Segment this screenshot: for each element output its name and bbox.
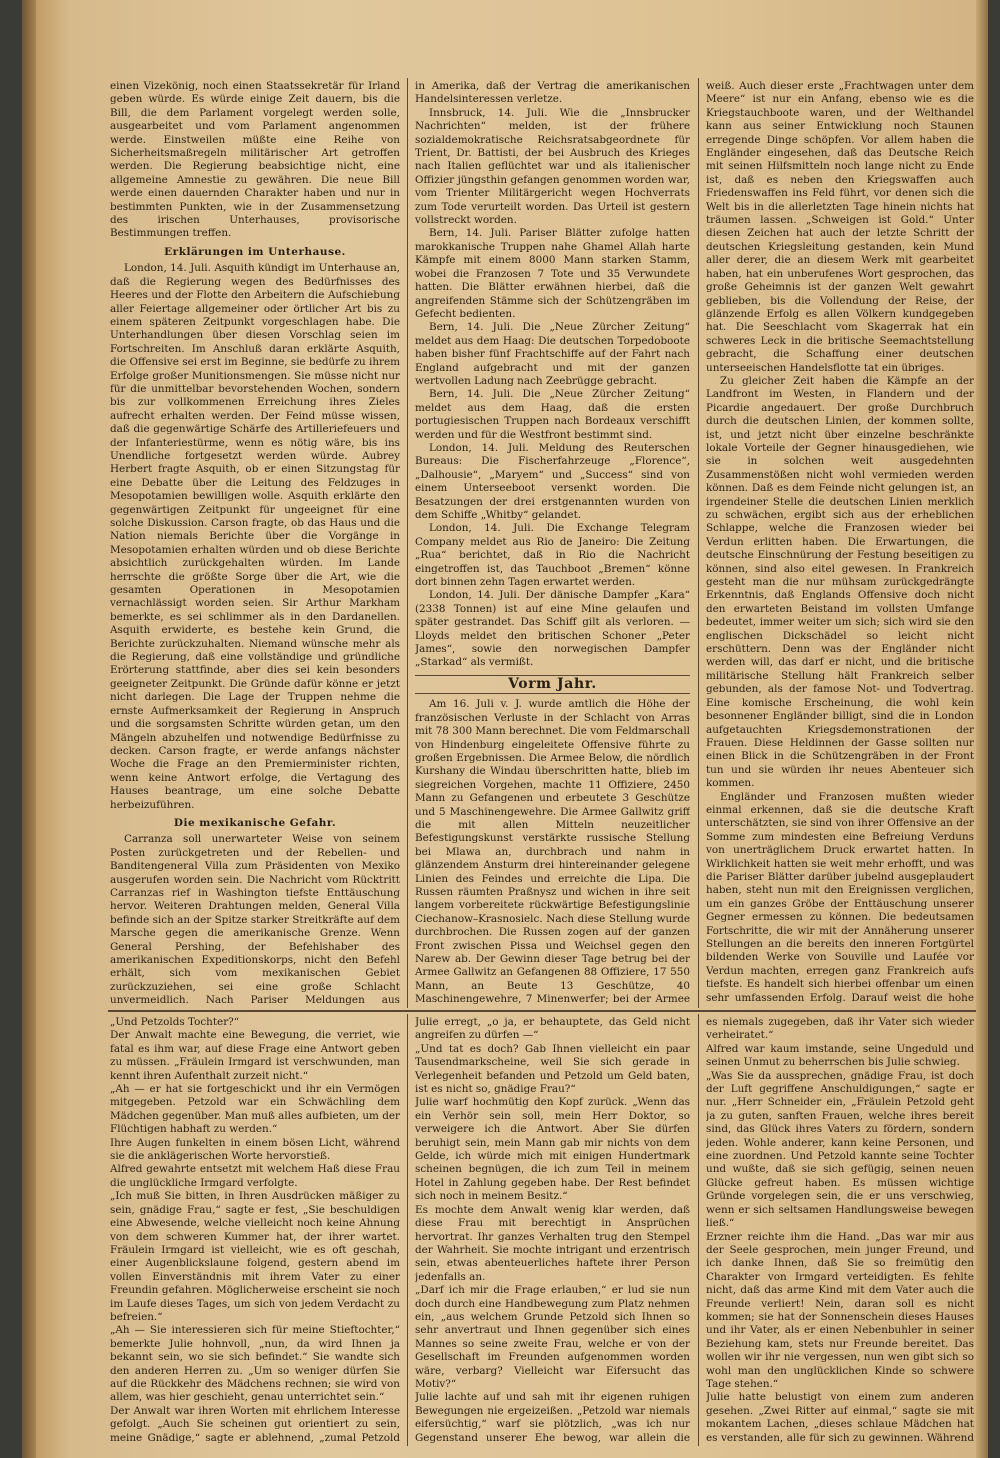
article-london-bremen: London, 14. Juli. Die Exchange Telegram Company meldet aus Rio de Janeiro: Die Zeitung „Rua“ berichtet, daß in Rio die Nachricht eingetroffen ist, das Tauchboot „Bremen“ könne dort binnen zehn Tagen erwartet werden. (415, 522, 690, 589)
column-rule-1 (407, 78, 408, 1008)
novel-rule-2 (698, 1014, 699, 1446)
novel-text-3: es niemals zugegeben, daß ihr Vater sich wieder verheiratet.“ Alfred war kaum imstande, seine Ungeduld und seinen Unmut zu beherrschen bis Julie schwieg. „Was Sie da aussprechen, gnädige Frau, ist doch der Luft gegriffene Anschuldigungen,“ sagte er nur. „Herr Schneider ein, „Fräulein Petzold geht ja zu guten, sanften Frauen, welche ihres bereit sind, das Glück ihres Vaters zu fördern, sondern jeden. Wohle anderer, kann keine Personen, und eine zuordnen. Und Petzold kannte seine Tochter und wußte, daß sie sich gefügig, seinen neuen Glücke gefreut haben. Es müssen wichtige Gründe vorgelegen sein, die er uns verschwieg, wenn er sich seltsamen Handlungsweise bewegen ließ.“ Erzner reichte ihm die Hand. „Das war mir aus der Seele gesprochen, mein junger Freund, und ich danke Ihnen, daß Sie so freimütig den Charakter von Irmgard verteidigten. Es fehlte nicht, daß das arme Kind mit dem Vater auch die Freunde verliert! Nein, daran soll es nicht kommen; sie hat der Sonnenschein dieses Hauses und ihr Vater, als er einen Nebenbuhler in seiner Beziehung kam, stets nur Freunde bereitet. Das wollen wir ihr nie vergessen, nun wen gibt sich so wohl man den unglücklichen Kinde so schwere Tage stehen.“ Julie hatte belustigt von einem zum anderen gesehen. „Zwei Ritter auf einmal,“ sagte sie mit mokantem Lachen, „dieses schlaue Mädchen hat es verstanden, alle für sich zu gewinnen. Während (706, 1016, 974, 1444)
novel-text-1: „Und Petzolds Tochter?“ Der Anwalt machte eine Bewegung, die verriet, wie fatal es ihm war, auf diese Frage eine Antwort geben zu müssen. „Fräulein Irmgard ist verschwunden, man kennt ihren Aufenthalt zurzeit nicht.“ „Ah — er hat sie fortgeschickt und ihr ein Vermögen mitgegeben. Petzold war ein Schwächling dem Mädchen gegenüber. Man muß alles aufbieten, um der Flüchtigen habhaft zu werden.“ Ihre Augen funkelten in einem bösen Licht, während sie die anklägerischen Worte hervorstieß. Alfred gewahrte entsetzt mit welchem Haß diese Frau die unglückliche Irmgard verfolgte. „Ich muß Sie bitten, in Ihren Ausdrücken mäßiger zu sein, gnädige Frau,“ sagte er fest, „Sie beschuldigen eine Abwesende, welche vielleicht noch keine Ahnung von dem schweren Kummer hat, der ihrer wartet. Fräulein Irmgard ist vielleicht, wie es oft geschah, einer Augenblickslaune folgend, gestern abend im vollen Einverständnis mit ihrem Vater zu einer Freundin gefahren. Möglicherweise erscheint sie noch im Laufe dieses Tages, um sich von jedem Verdacht zu befreien.“ „Ah — Sie interessieren sich für meine Stieftochter,“ bemerkte Julie hohnvoll, „nun, da wird Ihnen ja bekannt sein, wo sie sich befindet.“ Sie wandte sich den anderen Herren zu. „Um so weniger dürfen Sie auf die Rückkehr des Mädchens rechnen; sie wird von allem, was hier geschieht, genau unterrichtet sein.“ Der Anwalt war ihren Worten mit ehrlichem Interesse gefolgt. „Auch Sie scheinen gut orientiert zu sein, meine Gnädige,“ sagte er ablehnend, „zumal Petzold (110, 1016, 400, 1444)
news-column-1 (110, 80, 400, 1005)
column1-intro: einen Vizekönig, noch einen Staatssekretär für Irland geben würde. Es würde einige Zeit dauern, bis die Bill, die dem Parlament vorgelegt werden solle, ausgearbeitet und vom Parlament angenommen werde. Einstweilen müßte eine Reihe von Sicherheitsmaßregeln militärischer Art getroffen werden. Die Regierung beabsichtige nicht, eine allgemeine Amnestie zu gewähren. Die neue Bill werde einen dauernden Charakter haben und nur in bestimmten Punkten, wie in der Zusammensetzung des irischen Unterhauses, provisorische Bestimmungen treffen. (110, 80, 400, 240)
heading-vorm-jahr: Vorm Jahr. (415, 675, 690, 694)
newspaper-page (22, 0, 988, 1458)
article-somme: Engländer und Franzosen mußten wieder einmal erkennen, daß sie die deutsche Kraft unterschätzten, sie sind von ihrer Offensive an der Somme zum mindesten eine Befreiung Verduns von unerträglichem Druck erwartet hatten. In Wirklichkeit hatten sie weit mehr erhofft, und was die Pariser Blätter darüber jubelnd ausgeplaudert haben, steht nun mit den Ereignissen verglichen, um ein ganzes Gröbe der Enttäuschung unserer Gegner ermessen zu können. Die bedeutsamen Fortschritte, die wir mit der Annäherung unserer Stellungen an die bereits den inneren Fortgürtel bildenden Werke von Souville und Laufée vor Verdun machten, erregen ganz Frankreich aufs tiefste. Es handelt sich hierbei offenbar um einen sehr umfassenden Erfolg. Darauf weist die hohe (706, 790, 974, 1004)
novel-column-2 (415, 1016, 690, 1446)
article-landfront: Zu gleicher Zeit haben die Kämpfe an der Landfront im Westen, in Flandern und der Picardie angedauert. Der große Durchbruch durch die deutschen Linien, der kommen sollte, ist, und jetzt nicht über einzelne beschränkte lokale Vorteile der Gegner hinausgediehen, wie sie in solchen weit ausgedehnten Zusammenstößen nicht wohl vermieden werden können. Daß es dem Feinde nicht gelungen ist, an irgendeiner Stelle die deutschen Linien merklich zu schwächen, ergibt sich aus der erheblichen Schlappe, welche die Franzosen wieder bei Verdun erlitten haben. Die Erwartungen, die deutsche Einschnürung der Festung beseitigen zu können, sind also eitel gewesen. In Frankreich gesteht man die nur mühsam zurückgedrängte Erkenntnis, daß Englands Offensive doch nicht den erwarteten Beistand im vollsten Umfange bedeutet, immer weiter um sich; sich wird sie den englischen Dickschädel so leicht nicht erschüttern. Denn was der Engländer nicht werden will, das darf er nicht, und die britische militärische Stellung hält Frankreich selber gebunden, als der famose Not- und Todvertrag. Eine komische Erscheinung, die wohl kein besonnener Engländer billigt, sind die in London aufgetauchten Kriegsdemonstrationen der Frauen. Diese Heldinnen der Gasse sollten nur einen Blick in die Schützengräben in der Front tun und sie würden ihr neues Abenteuer sich kommen. (706, 374, 974, 790)
news-column-2 (415, 80, 690, 1005)
feuilleton-divider (108, 1010, 976, 1012)
article-vorm-jahr: Am 16. Juli v. J. wurde amtlich die Höhe der französischen Verluste in der Schlacht von Arras mit 78 300 Mann berechnet. Die vom Feldmarschall von Hindenburg eingeleitete Offensive führte zu großen Ergebnissen. Die Armee Below, die nördlich Kurshany die Windau überschritten hatte, blieb im siegreichen Vorgehen, machte 11 Offiziere, 2450 Mann zu Gefangenen und erbeutete 3 Geschütze und 5 Maschinengewehre. Die Armee Gallwitz griff die mit allen Mitteln neuzeitlicher Befestigungskunst verstärkte russische Stellung bei Mlawa an, durchbrach und nahm in glänzendem Ansturm drei hintereinander gelegene Linien des Feindes und erreichte die Lipa. Die Russen räumten Praßnysz und wichen in ihre seit langem vorbereitete rückwärtige Befestigungslinie Ciechanow–Krasnosielc. Nach diese Stellung wurde durchbrochen. Die Russen zogen auf der ganzen Front zwischen Pissa und Weichsel gegen den Narew ab. Der Gewinn dieser Tage betrug bei der Armee Gallwitz an Gefangenen 88 Offiziere, 17 550 Mann, an Beute 13 Geschütze, 40 Maschinengewehre, 7 Minenwerfer; bei der Armee (415, 698, 690, 1005)
article-bern-marokko: Bern, 14. Juli. Pariser Blätter zufolge hatten marokkanische Truppen nahe Ghamel Allah harte Kämpfe mit einem 8000 Mann starken Stamm, wobei die Franzosen 7 Tote und 35 Verwundete hatten. Die Blätter erwähnen hierbei, daß die angreifenden Stämme sich der Schützengräben im Gefecht bedienten. (415, 227, 690, 320)
article-bern-torpedoboote: Bern, 14. Juli. Die „Neue Zürcher Zeitung“ meldet aus dem Haag: Die deutschen Torpedoboote haben bisher fünf Frachtschiffe auf der Fahrt nach England aufgebracht und mit der ganzen wertvollen Ladung nach Zeebrügge gebracht. (415, 321, 690, 387)
novel-column-1 (110, 1016, 400, 1446)
novel-text-2: Julie erregt, „o ja, er behauptete, das Geld nicht angreifen zu dürfen —“ „Und tat es doch? Gab Ihnen vielleicht ein paar Tausendmarkscheine, weil Sie sich gerade in Verlegenheit befanden und Petzold um Geld baten, ist es nicht so, gnädige Frau?“ Julie warf hochmütig den Kopf zurück. „Wenn das ein Verhör sein soll, mein Herr Doktor, so verweigere ich die Antwort. Aber Sie dürfen beruhigt sein, mein Mann gab mir nichts von dem Gelde, ich würde mich mit einigen Hundertmark scheinen begnügen, die ich zum Teil in meinem Hotel in Zahlung gegeben habe. Der Rest befindet sich noch in meinem Besitz.“ Es mochte dem Anwalt wenig klar werden, daß diese Frau mit berechtigt in Ansprüchen hervortrat. Ihr ganzes Verhalten trug den Stempel der Wahrheit. Sie mochte intrigant und erzentrisch sein, etwas abenteuerliches haftete ihrer Person jedenfalls an. „Darf ich mir die Frage erlauben,“ er lud sie nun doch durch eine Handbewegung zum Platz nehmen ein, „aus welchem Grunde Petzold sich Ihnen so sehr anvertraut und Ihnen gegenüber sich eines Mannes so seine zweite Frau, welche er von der Gesellschaft im Freunden aufgenommen worden wäre, verbarg? Vielleicht war Eifersucht das Motiv?“ Julie lachte auf und sah mit ihr eigenen ruhigen Bewegungen nie ergeizeißen. „Petzold war niemals eifersüchtig,“ warf sie plötzlich, „was ich nur Gegenstand unserer Ehe bewog, war allein die (415, 1016, 690, 1444)
article-frachtwagen: weiß. Auch dieser erste „Frachtwagen unter dem Meere“ ist nur ein Anfang, ebenso wie es die Kriegstauchboote waren, und der Welthandel kann aus seiner Entwicklung noch Staunen erregende Dinge schöpfen. Vor allem haben die Engländer eingesehen, daß das Deutsche Reich mit seinen Hilfsmitteln noch lange nicht zu Ende ist, daß es neben den Kriegswaffen auch Friedenswaffen ins Feld führt, vor denen sich die Welt bis in die allerletzten Tage hinein nichts hat träumen lassen. „Schweigen ist Gold.“ Unter diesen Zeichen hat auch der letzte Schritt der deutschen Kriegsleitung gestanden, kein Mund aller derer, die an diesem Werk mit gearbeitet haben, hat ein unberufenes Wort gesprochen, das große Geheimnis ist der ganzen Welt gewahrt geblieben, bis die Vollendung der Reise, der glänzende Erfolg es allen Völkern kundgegeben hat. Die Seeschlacht vom Skagerrak hat ein schweres Leck in die britische Seemachtstellung gebracht, die Schaffung einer deutschen unterseeischen Handelsflotte tat ein übriges. (706, 80, 974, 374)
binding-spine (22, 0, 36, 1458)
article-innsbruck: Innsbruck, 14. Juli. Wie die „Innsbrucker Nachrichten“ melden, ist der frühere sozialdemokratische Reichsratsabgeordnete für Trient, Dr. Battisti, der bei Ausbruch des Krieges nach Italien geflüchtet war und als italienischer Offizier jüngsthin gefangen genommen worden war, vom Trienter Militärgericht wegen Hochverrats zum Tode verurteilt worden. Das Urteil ist gestern vollstreckt worden. (415, 106, 690, 227)
article-london-asquith: London, 14. Juli. Asquith kündigt im Unterhause an, daß die Regierung wegen des Bedürfnisses des Heeres und der Flotte den Arbeitern die Aufschiebung aller Feiertage allgemeiner oder örtlicher Art bis zu einem späteren Zeitpunkt vorgeschlagen habe. Die Unterhandlungen über diesen Vorschlag seien im Fortschreiten. Im Anschluß daran erklärte Asquith, die Offensive sei erst im Beginne, sie bedürfe zu ihrem Erfolge großer Munitionsmengen. Sie müsse nicht nur für die unmittelbar bevorstehenden Wochen, sondern bis zur vollkommenen Erreichung ihres Zieles aufrecht erhalten werden. Der Feind müsse wissen, daß die gegenwärtige Schärfe des Artilleriefeuers und der Infanteriestürme, wenn es nötig wäre, bis ins Unendliche fortgesetzt werden würde. Aubrey Herbert fragte Asquith, ob er einen Sitzungstag für eine Debatte über die Leitung des Feldzuges in Mesopotamien bewilligen wolle. Asquith erklärte den gegenwärtigen Zeitpunkt für ungeeignet für eine solche Diskussion. Carson fragte, ob das Haus und die Nation niemals Berichte über die Vorgänge in Mesopotamien erhalten würden und ob diese Berichte absichtlich zurückgehalten würden. Im Lande herrschte die größte Sorge über die Art, wie die gesamten Operationen in Mesopotamien vernachlässigt worden seien. Sir Arthur Markham bemerkte, es sei schlimmer als in den Dardanellen. Asquith erwiderte, es bestehe kein Grund, die Berichte zurückzuhalten. Niemand wünsche mehr als die Regierung, daß eine vollständige und gründliche Erörterung stattfinde, aber dies sei kein besonders geeigneter Zeitpunkt. Die Gründe dafür könne er jetzt nicht darlegen. Die Lage der Truppen nehme die ernste Aufmerksamkeit der Regierung in Anspruch und die sorgsamsten Schritte würden getan, um den Mängeln abzuhelfen und notwendige Bedürfnisse zu decken. Carson fragte, er werde anfangs nächster Woche die Frage an den Premierminister richten, wenn keine Antwort erfolge, die Vertagung des Hauses beantrage, um eine solche Debatte herbeizuführen. (110, 262, 400, 811)
article-london-fischer: London, 14. Juli. Meldung des Reuterschen Bureaus: Die Fischerfahrzeuge „Florence“, „Dalhousie“, „Maryem“ und „Success“ sind von einem Unterseeboot versenkt worden. Die Besatzungen der drei erstgenannten wurden von dem Schiffe „Whitby“ gelandet. (415, 441, 690, 521)
heading-mexikanische-gefahr: Die mexikanische Gefahr. (173, 816, 337, 829)
novel-rule-1 (407, 1014, 408, 1446)
column-rule-2 (698, 78, 699, 1008)
article-london-kara: London, 14. Juli. Der dänische Dampfer „Kara“ (2338 Tonnen) ist auf eine Mine gelaufen und später gestrandet. Das Schiff gilt als verloren. — Lloyds meldet den britischen Schoner „Peter James“, sowie den norwegischen Dampfer „Starkad“ als vermißt. (415, 589, 690, 669)
page-edge (976, 0, 988, 1458)
article-bern-portugal: Bern, 14. Juli. Die „Neue Zürcher Zeitung“ meldet aus dem Haag, daß die ersten portugiesischen Truppen nach Bordeaux verschifft werden und für die Westfront bestimmt sind. (415, 388, 690, 441)
heading-unterhaus: Erklärungen im Unterhause. (164, 245, 346, 258)
article-mexico: Carranza soll unerwarteter Weise von seinem Posten zurückgetreten und der Rebellen- und Banditengeneral Villa zum Präsidenten von Mexiko ausgerufen worden sein. Die Nachricht vom Rücktritt Carranzas rief in Washington tiefste Enttäuschung hervor. Weiteren Drahtungen melden, General Villa befinde sich an der Spitze starker Streitkräfte auf dem Marsche gegen die amerikanische Grenze. Wenn General Pershing, der Befehlshaber des amerikanischen Expeditionskorps, nicht den Befehl erhält, sich vom mexikanischen Gebiet zurückzuziehen, sei eine große Schlacht unvermeidlich. Nach Pariser Meldungen aus (110, 833, 400, 1005)
news-column-3 (706, 80, 974, 1005)
novel-column-3 (706, 1016, 974, 1446)
column2-intro: in Amerika, daß der Vertrag die amerikanischen Handelsinteressen verletze. (415, 80, 690, 106)
